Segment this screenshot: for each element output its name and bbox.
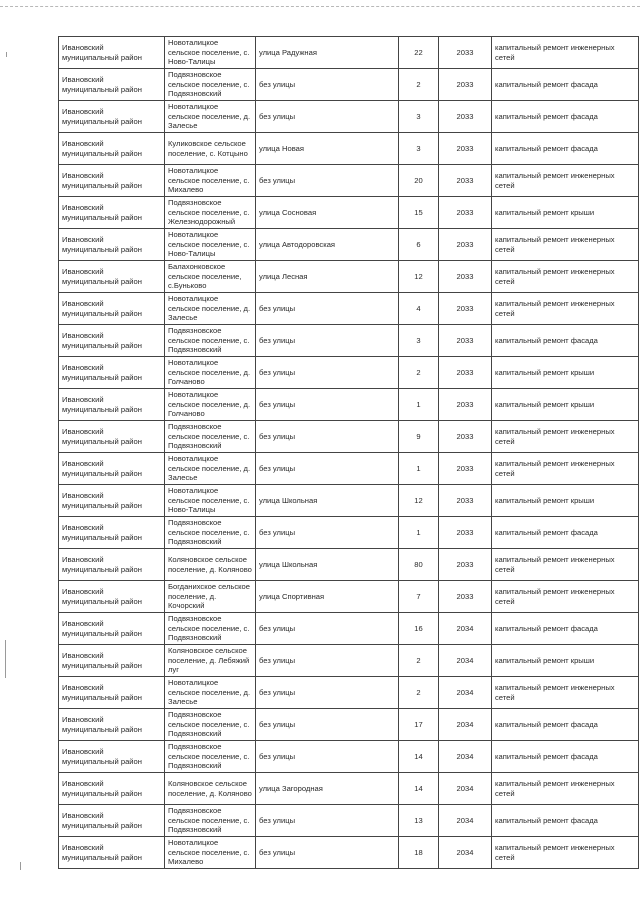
district-cell: Ивановский муниципальный район [59,37,165,69]
year-cell: 2033 [439,325,492,357]
district-cell: Ивановский муниципальный район [59,549,165,581]
street-cell: без улицы [256,101,399,133]
table-body [59,37,639,869]
district-cell: Ивановский муниципальный район [59,485,165,517]
house-number-cell: 3 [399,101,439,133]
table-row [59,261,639,293]
district-cell: Ивановский муниципальный район [59,229,165,261]
house-number-cell: 12 [399,261,439,293]
year-cell: 2034 [439,709,492,741]
work-type-cell: капитальный ремонт инженерных сетей [492,421,639,453]
repair-schedule-table [58,36,639,869]
street-cell: без улицы [256,293,399,325]
table-row [59,197,639,229]
settlement-cell: Новоталицкое сельское поселение, с. Ново-Талицы [165,37,256,69]
settlement-cell: Коляновское сельское поселение, д. Коляново [165,773,256,805]
street-cell: без улицы [256,389,399,421]
settlement-cell: Новоталицкое сельское поселение, с. Михалево [165,837,256,869]
year-cell: 2033 [439,197,492,229]
work-type-cell: капитальный ремонт инженерных сетей [492,229,639,261]
house-number-cell: 7 [399,581,439,613]
work-type-cell: капитальный ремонт инженерных сетей [492,453,639,485]
district-cell: Ивановский муниципальный район [59,421,165,453]
settlement-cell: Подвязновское сельское поселение, с. Подвязновский [165,741,256,773]
district-cell: Ивановский муниципальный район [59,197,165,229]
settlement-cell: Подвязновское сельское поселение, с. Подвязновский [165,421,256,453]
street-cell: улица Школьная [256,485,399,517]
street-cell: без улицы [256,69,399,101]
settlement-cell: Новоталицкое сельское поселение, с. Михалево [165,165,256,197]
year-cell: 2033 [439,261,492,293]
year-cell: 2033 [439,293,492,325]
street-cell: без улицы [256,805,399,837]
street-cell: без улицы [256,165,399,197]
settlement-cell: Куликовское сельское поселение, с. Котцыно [165,133,256,165]
year-cell: 2034 [439,645,492,677]
table-row [59,677,639,709]
street-cell: улица Спортивная [256,581,399,613]
scan-top-edge [0,6,640,7]
house-number-cell: 2 [399,677,439,709]
work-type-cell: капитальный ремонт фасада [492,133,639,165]
settlement-cell: Балахонковское сельское поселение, с.Буньково [165,261,256,293]
settlement-cell: Подвязновское сельское поселение, с. Подвязновский [165,517,256,549]
settlement-cell: Новоталицкое сельское поселение, д. Голчаново [165,357,256,389]
settlement-cell: Новоталицкое сельское поселение, д. Залесье [165,453,256,485]
table-row [59,421,639,453]
district-cell: Ивановский муниципальный район [59,677,165,709]
street-cell: без улицы [256,613,399,645]
district-cell: Ивановский муниципальный район [59,453,165,485]
district-cell: Ивановский муниципальный район [59,837,165,869]
table-row [59,773,639,805]
district-cell: Ивановский муниципальный район [59,613,165,645]
street-cell: без улицы [256,741,399,773]
district-cell: Ивановский муниципальный район [59,741,165,773]
work-type-cell: капитальный ремонт фасада [492,325,639,357]
house-number-cell: 4 [399,293,439,325]
district-cell: Ивановский муниципальный район [59,581,165,613]
settlement-cell: Новоталицкое сельское поселение, д. Залесье [165,293,256,325]
street-cell: без улицы [256,325,399,357]
work-type-cell: капитальный ремонт фасада [492,709,639,741]
street-cell: без улицы [256,677,399,709]
work-type-cell: капитальный ремонт инженерных сетей [492,549,639,581]
settlement-cell: Коляновское сельское поселение, д. Лебяжий луг [165,645,256,677]
work-type-cell: капитальный ремонт инженерных сетей [492,293,639,325]
table-row [59,389,639,421]
house-number-cell: 18 [399,837,439,869]
district-cell: Ивановский муниципальный район [59,773,165,805]
street-cell: без улицы [256,645,399,677]
table-row [59,805,639,837]
street-cell: улица Радужная [256,37,399,69]
table-row [59,581,639,613]
year-cell: 2033 [439,69,492,101]
street-cell: без улицы [256,517,399,549]
margin-mark-top [6,52,7,57]
house-number-cell: 22 [399,37,439,69]
table-row [59,325,639,357]
year-cell: 2033 [439,453,492,485]
district-cell: Ивановский муниципальный район [59,101,165,133]
district-cell: Ивановский муниципальный район [59,805,165,837]
table-row [59,741,639,773]
table-row [59,549,639,581]
work-type-cell: капитальный ремонт крыши [492,357,639,389]
district-cell: Ивановский муниципальный район [59,709,165,741]
settlement-cell: Новоталицкое сельское поселение, д. Залесье [165,101,256,133]
year-cell: 2033 [439,421,492,453]
work-type-cell: капитальный ремонт инженерных сетей [492,165,639,197]
table-row [59,709,639,741]
table-row [59,69,639,101]
table-row [59,613,639,645]
street-cell: без улицы [256,421,399,453]
settlement-cell: Новоталицкое сельское поселение, с. Ново-Талицы [165,485,256,517]
house-number-cell: 1 [399,453,439,485]
table-row [59,645,639,677]
district-cell: Ивановский муниципальный район [59,261,165,293]
district-cell: Ивановский муниципальный район [59,517,165,549]
house-number-cell: 2 [399,69,439,101]
settlement-cell: Подвязновское сельское поселение, с. Подвязновский [165,709,256,741]
table-row [59,37,639,69]
table-row [59,293,639,325]
year-cell: 2033 [439,389,492,421]
work-type-cell: капитальный ремонт инженерных сетей [492,581,639,613]
house-number-cell: 14 [399,741,439,773]
work-type-cell: капитальный ремонт инженерных сетей [492,837,639,869]
work-type-cell: капитальный ремонт фасада [492,69,639,101]
settlement-cell: Подвязновское сельское поселение, с. Железнодорожный [165,197,256,229]
year-cell: 2034 [439,837,492,869]
house-number-cell: 17 [399,709,439,741]
house-number-cell: 6 [399,229,439,261]
year-cell: 2033 [439,133,492,165]
year-cell: 2033 [439,517,492,549]
year-cell: 2033 [439,485,492,517]
work-type-cell: капитальный ремонт крыши [492,645,639,677]
house-number-cell: 2 [399,645,439,677]
year-cell: 2034 [439,677,492,709]
work-type-cell: капитальный ремонт фасада [492,805,639,837]
settlement-cell: Подвязновское сельское поселение, с. Подвязновский [165,69,256,101]
table-row [59,133,639,165]
table-row [59,485,639,517]
street-cell: улица Школьная [256,549,399,581]
house-number-cell: 9 [399,421,439,453]
house-number-cell: 80 [399,549,439,581]
year-cell: 2034 [439,613,492,645]
street-cell: улица Лесная [256,261,399,293]
year-cell: 2034 [439,741,492,773]
work-type-cell: капитальный ремонт фасада [492,741,639,773]
street-cell: без улицы [256,837,399,869]
year-cell: 2033 [439,229,492,261]
street-cell: улица Новая [256,133,399,165]
work-type-cell: капитальный ремонт крыши [492,485,639,517]
street-cell: без улицы [256,357,399,389]
district-cell: Ивановский муниципальный район [59,645,165,677]
table-row [59,453,639,485]
work-type-cell: капитальный ремонт инженерных сетей [492,37,639,69]
house-number-cell: 2 [399,357,439,389]
table-row [59,837,639,869]
settlement-cell: Новоталицкое сельское поселение, с. Ново-Талицы [165,229,256,261]
margin-mark-bottom [20,862,21,870]
district-cell: Ивановский муниципальный район [59,293,165,325]
district-cell: Ивановский муниципальный район [59,357,165,389]
street-cell: улица Сосновая [256,197,399,229]
table-row [59,517,639,549]
house-number-cell: 3 [399,133,439,165]
district-cell: Ивановский муниципальный район [59,69,165,101]
table-row [59,357,639,389]
table-row [59,101,639,133]
settlement-cell: Богданихское сельское поселение, д. Кочорский [165,581,256,613]
settlement-cell: Новоталицкое сельское поселение, д. Голчаново [165,389,256,421]
house-number-cell: 12 [399,485,439,517]
district-cell: Ивановский муниципальный район [59,325,165,357]
settlement-cell: Подвязновское сельское поселение, с. Подвязновский [165,805,256,837]
settlement-cell: Коляновское сельское поселение, д. Коляново [165,549,256,581]
table-row [59,165,639,197]
table-row [59,229,639,261]
year-cell: 2034 [439,805,492,837]
work-type-cell: капитальный ремонт крыши [492,389,639,421]
year-cell: 2033 [439,357,492,389]
street-cell: без улицы [256,709,399,741]
house-number-cell: 20 [399,165,439,197]
year-cell: 2034 [439,773,492,805]
settlement-cell: Подвязновское сельское поселение, с. Подвязновский [165,613,256,645]
street-cell: без улицы [256,453,399,485]
house-number-cell: 14 [399,773,439,805]
work-type-cell: капитальный ремонт фасада [492,517,639,549]
year-cell: 2033 [439,165,492,197]
work-type-cell: капитальный ремонт фасада [492,101,639,133]
margin-mark-left [5,640,6,678]
house-number-cell: 1 [399,389,439,421]
year-cell: 2033 [439,101,492,133]
work-type-cell: капитальный ремонт инженерных сетей [492,773,639,805]
house-number-cell: 3 [399,325,439,357]
district-cell: Ивановский муниципальный район [59,133,165,165]
street-cell: улица Автодоровская [256,229,399,261]
year-cell: 2033 [439,581,492,613]
house-number-cell: 13 [399,805,439,837]
year-cell: 2033 [439,37,492,69]
work-type-cell: капитальный ремонт инженерных сетей [492,261,639,293]
district-cell: Ивановский муниципальный район [59,165,165,197]
work-type-cell: капитальный ремонт фасада [492,613,639,645]
street-cell: улица Загородная [256,773,399,805]
work-type-cell: капитальный ремонт крыши [492,197,639,229]
house-number-cell: 15 [399,197,439,229]
work-type-cell: капитальный ремонт инженерных сетей [492,677,639,709]
settlement-cell: Новоталицкое сельское поселение, д. Залесье [165,677,256,709]
settlement-cell: Подвязновское сельское поселение, с. Подвязновский [165,325,256,357]
year-cell: 2033 [439,549,492,581]
house-number-cell: 16 [399,613,439,645]
house-number-cell: 1 [399,517,439,549]
district-cell: Ивановский муниципальный район [59,389,165,421]
